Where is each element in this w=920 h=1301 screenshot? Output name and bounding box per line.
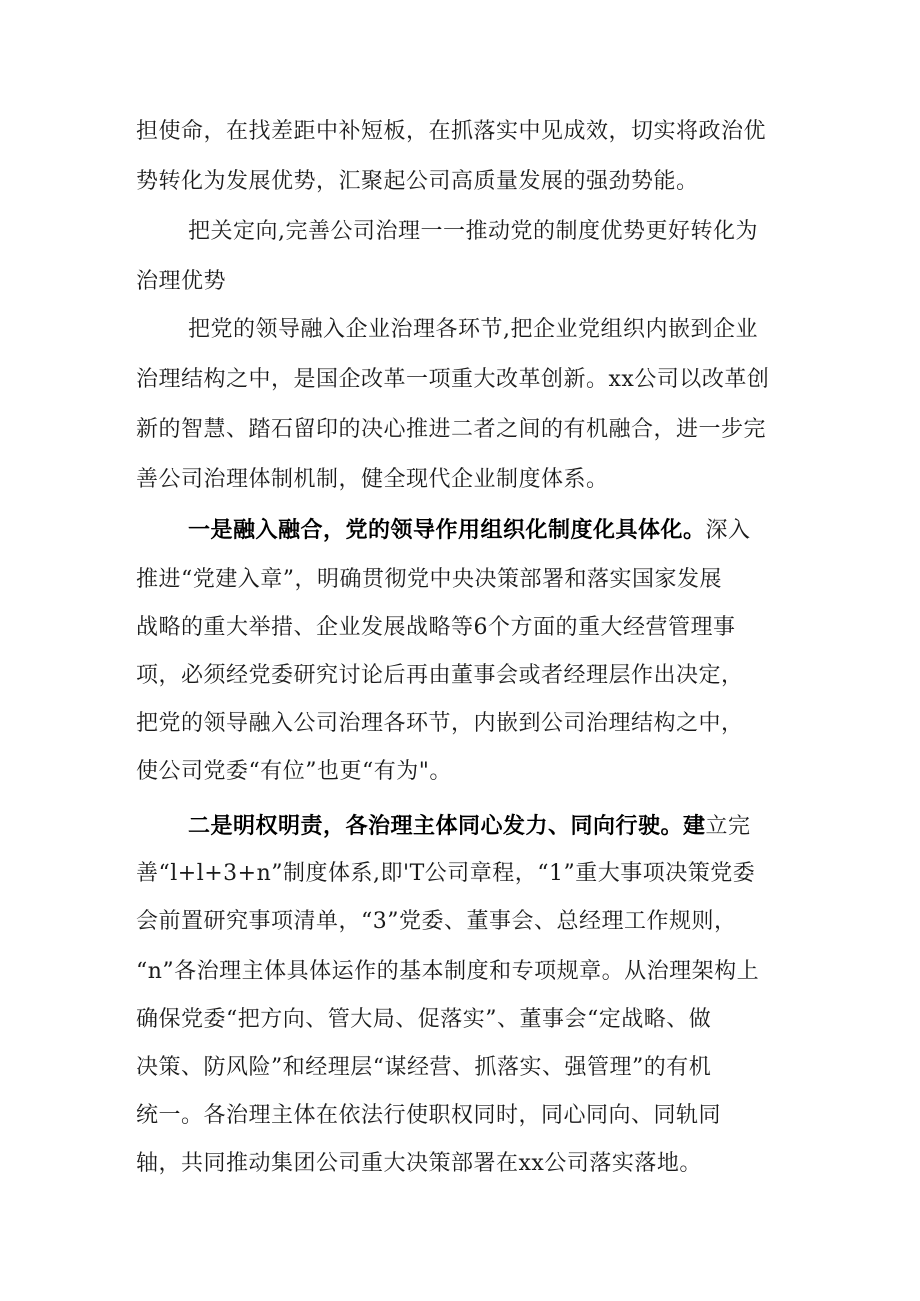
text-line: [136, 656, 796, 696]
line-text: 决策、防风险”和经理层“谋经营、抓落实、强管理”的有机: [136, 1055, 712, 1080]
text-line: [136, 162, 796, 202]
line-text: 统一。各治理主体在依法行使职权同时，同心同向、同轨同: [136, 1103, 722, 1128]
line-text: 善“l+l+3+n”制度体系,即'T公司章程，“1”重大事项决策党委: [136, 861, 756, 886]
line-text: 把关定向,完善公司治理一一推动党的制度优势更好转化为: [188, 219, 758, 244]
line-text: 深入: [705, 518, 751, 543]
text-line: [136, 360, 796, 400]
line-text: 确保党委“把方向、管大局、促落实”、董事会“定战略、做: [136, 1007, 712, 1032]
text-line: [136, 608, 796, 648]
line-text: 势转化为发展优势，汇聚起公司高质量发展的强劲势能。: [136, 169, 699, 194]
text-line: [136, 1048, 796, 1088]
text-line: [136, 1096, 796, 1136]
text-line: [136, 902, 796, 942]
section-heading-line: [136, 262, 796, 302]
line-text: 善公司治理体制机制，健全现代企业制度体系。: [136, 467, 609, 492]
text-line: [136, 952, 796, 992]
text-line: [136, 854, 796, 894]
text-line: [136, 1000, 796, 1040]
line-text: 把党的领导融入企业治理各环节,把企业党组织内嵌到企业: [188, 317, 758, 342]
line-text: 把党的领导融入公司治理各环节，内嵌到公司治理结构之中，: [136, 711, 744, 736]
line-text: 推进“党建入章”，明确贯彻党中央决策部署和落实国家发展: [136, 567, 722, 592]
line-text: 立完: [705, 814, 751, 839]
line-text: 治理结构之中，是国企改革一项重大改革创新。xx公司以改革创: [136, 367, 770, 392]
text-line: [136, 752, 796, 792]
line-text: 战略的重大举措、企业发展战略等6个方面的重大经营管理事: [136, 615, 736, 640]
line-text: 会前置研究事项清单，“3”党委、董事会、总经理工作规则，: [136, 909, 737, 934]
bold-lead-text: 一是融入融合，党的领导作用组织化制度化具体化。: [188, 517, 706, 543]
line-text: 治理优势: [136, 269, 227, 294]
line-text: 使公司党委“有位”也更“有为"。: [136, 759, 452, 784]
section-heading-line: [188, 212, 798, 252]
line-text: 新的智慧、踏石留印的决心推进二者之间的有机融合，进一步完: [136, 417, 767, 442]
text-line: [188, 510, 798, 550]
text-line: [136, 410, 796, 450]
text-line: [188, 806, 798, 846]
text-line: [136, 460, 796, 500]
text-line: [136, 560, 796, 600]
text-line: [136, 704, 796, 744]
text-line: [136, 1144, 796, 1184]
line-text: 担使命，在找差距中补短板，在抓落实中见成效，切实将政治优: [136, 119, 767, 144]
line-text: 项，必须经党委研究讨论后再由董事会或者经理层作出决定，: [136, 663, 744, 688]
text-line: [188, 310, 798, 350]
bold-lead-text: 二是明权明责，各治理主体同心发力、同向行驶。建: [188, 813, 706, 839]
line-text: 轴，共同推动集团公司重大决策部署在xx公司落实落地。: [136, 1151, 702, 1176]
text-line: [136, 112, 796, 152]
line-text: “n”各治理主体具体运作的基本制度和专项规章。从治理架构上: [136, 959, 760, 984]
